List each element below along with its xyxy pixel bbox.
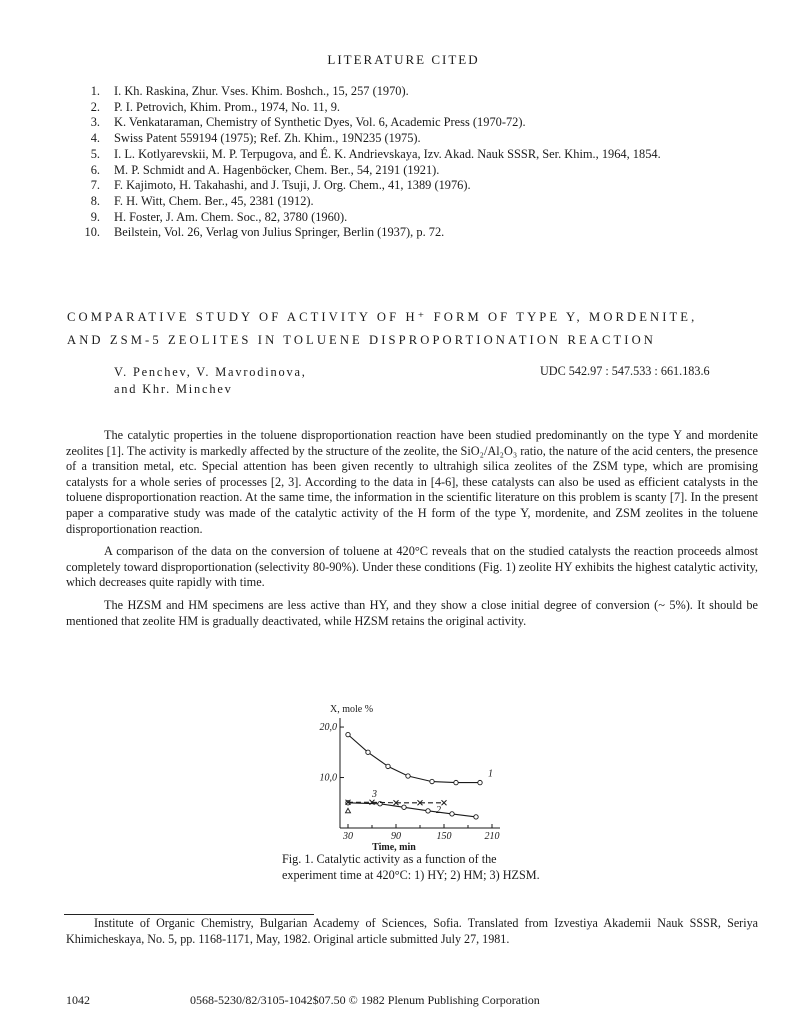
- footnote-rule: [64, 914, 314, 915]
- reference-number: 4.: [90, 131, 100, 146]
- series-1-point: [366, 750, 370, 754]
- reference-item: [62, 131, 762, 147]
- series-2-point: [474, 815, 478, 819]
- reference-item: [62, 115, 762, 131]
- udc-code: UDC 542.97 : 547.533 : 661.183.6: [540, 364, 710, 378]
- reference-number: 6.: [90, 162, 100, 177]
- series-1-point: [346, 732, 350, 736]
- x-tick-label: 210: [484, 831, 500, 842]
- body-paragraph: A comparison of the data on the conversion of toluene at 420°C reveals that on the studied catalysts the reaction proceeds almost completely toward disproportionation (selectivity 80-90%). Under these conditions (Fig. 1) zeolite HY exhibits the highest catalytic activity, which decreases quite rapidly with time.: [66, 544, 758, 590]
- reference-item: [62, 210, 762, 226]
- reference-item: [62, 225, 762, 241]
- reference-item: [62, 100, 762, 116]
- page-number: 1042: [66, 993, 90, 1007]
- reference-item: [62, 178, 762, 194]
- reference-number: 2.: [90, 99, 100, 114]
- article-title: [67, 306, 747, 352]
- y-axis-label: X, mole %: [330, 704, 374, 715]
- y-tick-label: 10,0: [319, 772, 337, 784]
- author-line: and Khr. Minchev: [114, 382, 233, 396]
- series-2-line: [348, 803, 476, 817]
- series-2-triangle-point: [346, 808, 351, 813]
- body-paragraph: The catalytic properties in the toluene disproportionation reaction have been studied predominantly on the type Y and mordenite zeolites [1]. The activity is markedly affected by the structure of the zeolite, the SiO₂/Al₂O₃ ratio, the nature of the acid centers, the presence of a transition metal, etc. Special attention has been given recently to ultrahigh silica zeolites of the ZSM type, which are promising catalysts for a whole series of processes [2, 3]. According to the data in [4-6], these catalysts can also be used as efficient catalysts in the toluene disproportionation reaction. At the same time, the information in the scientific literature on this problem is scanty [7]. In the present paper a comparative study was made of the catalytic activity of the H form of the type Y, mordenite, and ZSM zeolites in the toluene disproportionation reaction.: [66, 428, 758, 536]
- author-line: V. Penchev, V. Mavrodinova,: [114, 365, 307, 379]
- reference-text: M. P. Schmidt and A. Hagenböcker, Chem. Ber., 54, 2191 (1921).: [114, 162, 440, 177]
- article-title-line: COMPARATIVE STUDY OF ACTIVITY OF H⁺ FORM OF TYPE Y, MORDENITE,: [67, 310, 698, 324]
- reference-text: H. Foster, J. Am. Chem. Soc., 82, 3780 (1960).: [114, 209, 348, 224]
- series-1-point: [478, 780, 482, 784]
- article-body: [66, 428, 758, 636]
- reference-item: [62, 84, 762, 100]
- x-tick-label: 30: [343, 831, 353, 842]
- x-axis-label: Time, min: [372, 842, 416, 853]
- series-1-line: [348, 735, 480, 783]
- series-3-point: [442, 800, 447, 805]
- series-number-label: 3: [372, 788, 377, 800]
- reference-text: F. H. Witt, Chem. Ber., 45, 2381 (1912).: [114, 193, 314, 208]
- reference-number: 8.: [90, 193, 100, 208]
- series-number-label: 2: [436, 804, 441, 816]
- series-2-point: [426, 809, 430, 813]
- reference-list: [62, 84, 762, 241]
- reference-text: Swiss Patent 559194 (1975); Ref. Zh. Khim., 19N235 (1975).: [114, 131, 421, 146]
- reference-text: Beilstein, Vol. 26, Verlag von Julius Springer, Berlin (1937), p. 72.: [114, 225, 445, 240]
- series-1-point: [430, 779, 434, 783]
- reference-number: 3.: [90, 115, 100, 130]
- series-number-label: 1: [488, 768, 493, 780]
- series-1-point: [386, 764, 390, 768]
- affiliation-footnote: Institute of Organic Chemistry, Bulgarian Academy of Sciences, Sofia. Translated from Izvestiya Akademii Nauk SSSR, Seriya Khimicheskaya, No. 5, pp. 1168-1171, May, 1982. Original article submitted July 27, 1981.: [66, 916, 758, 946]
- y-tick-label: 20,0: [319, 722, 337, 734]
- series-2-point: [450, 812, 454, 816]
- series-1-point: [406, 774, 410, 778]
- chart-svg: [268, 700, 538, 860]
- reference-item: [62, 163, 762, 179]
- reference-text: K. Venkataraman, Chemistry of Synthetic Dyes, Vol. 6, Academic Press (1970-72).: [114, 115, 526, 130]
- literature-cited-heading: LITERATURE CITED: [327, 52, 480, 67]
- reference-text: F. Kajimoto, H. Takahashi, and J. Tsuji, J. Org. Chem., 41, 1389 (1976).: [114, 178, 471, 193]
- reference-item: [62, 194, 762, 210]
- article-title-line: AND ZSM-5 ZEOLITES IN TOLUENE DISPROPORTIONATION REACTION: [67, 333, 656, 347]
- body-paragraph: The HZSM and HM specimens are less active than HY, and they show a close initial degree of conversion (~ 5%). It should be mentioned that zeolite HM is gradually deactivated, while HZSM retains the original activity.: [66, 597, 758, 628]
- author-list: [114, 364, 434, 398]
- reference-number: 10.: [84, 225, 100, 240]
- x-tick-label: 150: [436, 831, 452, 842]
- reference-number: 5.: [90, 146, 100, 161]
- reference-text: I. L. Kotlyarevskii, M. P. Terpugova, and É. K. Andrievskaya, Izv. Akad. Nauk SSSR, Ser. Khim., 1964, 1854.: [114, 146, 661, 161]
- series-1-point: [454, 780, 458, 784]
- reference-number: 7.: [90, 178, 100, 193]
- reference-number: 9.: [90, 209, 100, 224]
- series-2-point: [402, 805, 406, 809]
- figure-caption: Fig. 1. Catalytic activity as a function of the experiment time at 420°C: 1) HY; 2) HM; 3) HZSM.: [282, 852, 540, 882]
- reference-number: 1.: [90, 84, 100, 98]
- reference-item: [62, 147, 762, 163]
- reference-text: I. Kh. Raskina, Zhur. Vses. Khim. Boshch., 15, 257 (1970).: [114, 84, 409, 98]
- figure-1-chart: [268, 700, 538, 860]
- x-tick-label: 90: [391, 831, 401, 842]
- copyright-line: 0568-5230/82/3105-1042$07.50 © 1982 Plenum Publishing Corporation: [190, 993, 540, 1007]
- reference-text: P. I. Petrovich, Khim. Prom., 1974, No. 11, 9.: [114, 99, 341, 114]
